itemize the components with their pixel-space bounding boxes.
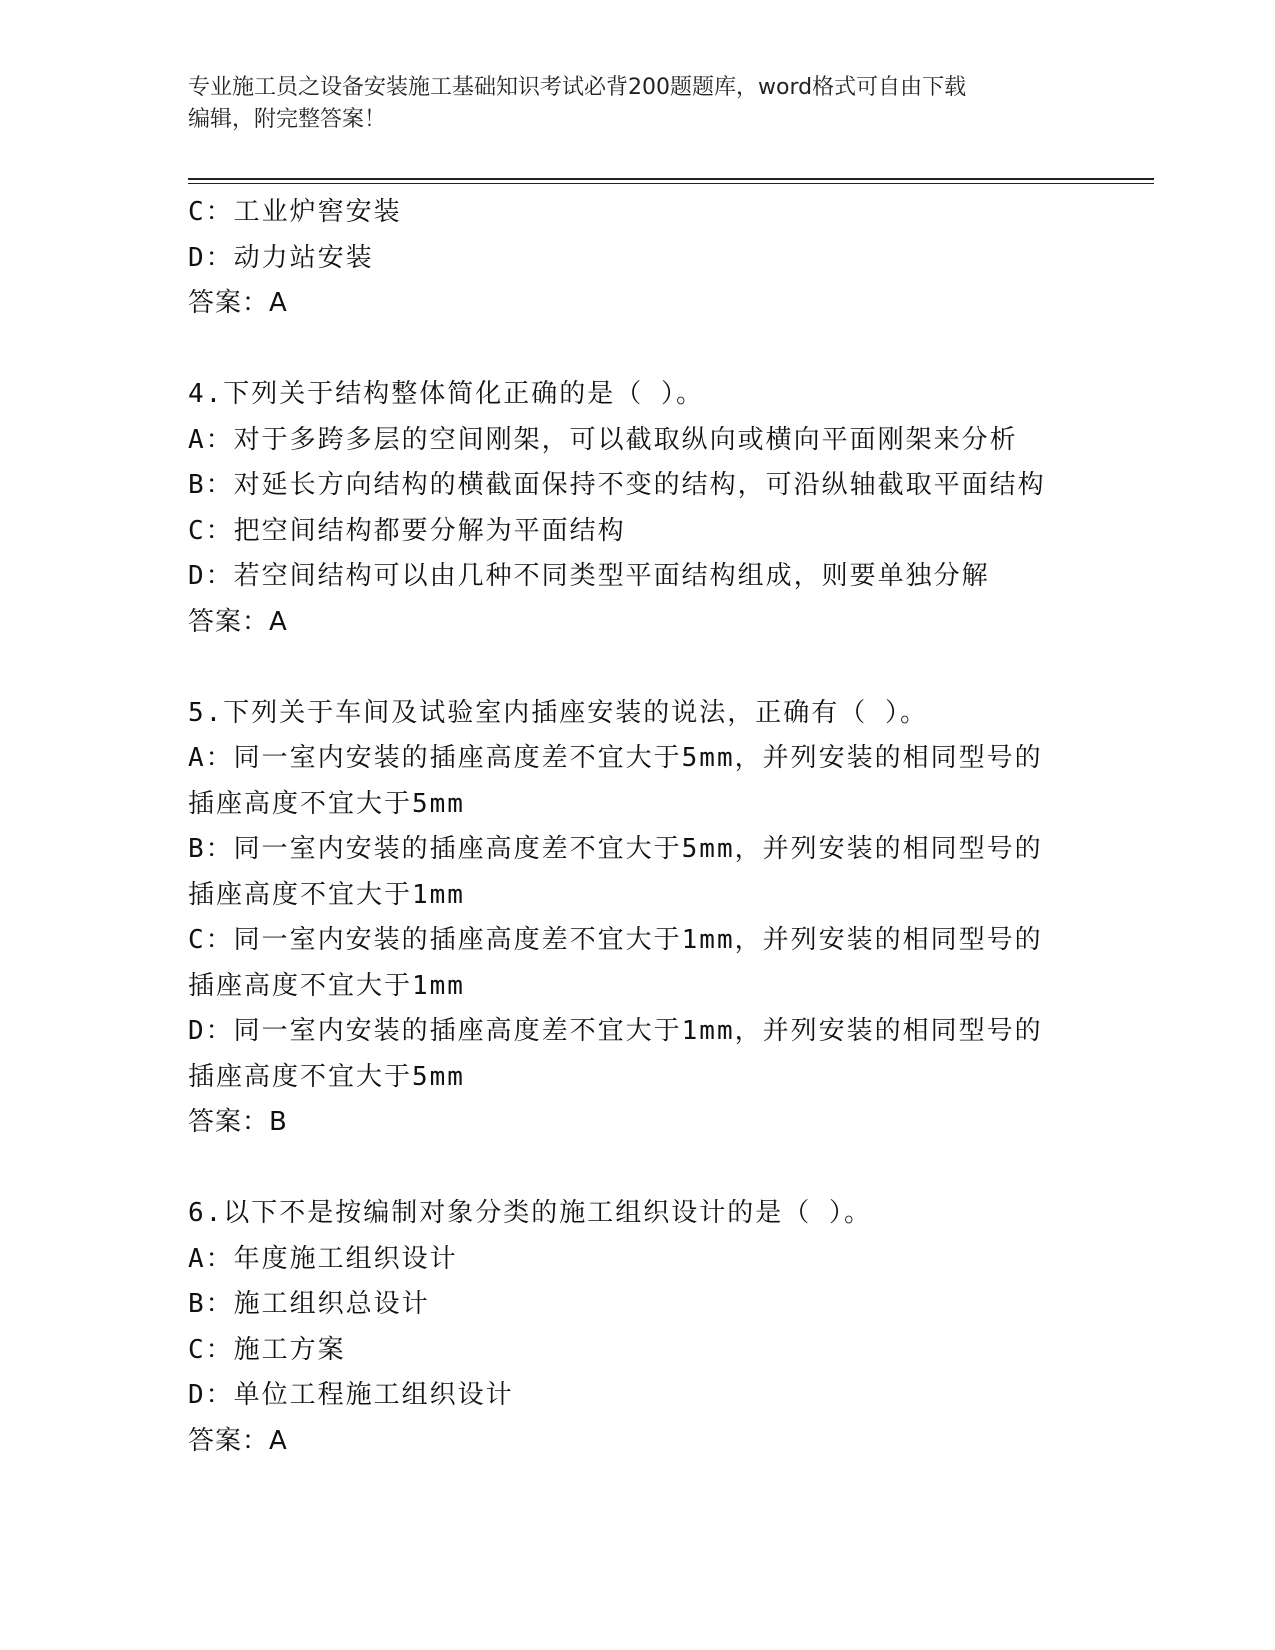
option-d: D：动力站安装 <box>188 242 374 273</box>
question-4 <box>188 372 1154 645</box>
option-d: D：若空间结构可以由几种不同类型平面结构组成，则要单独分解 <box>188 561 990 591</box>
option-b: B：同一室内安装的插座高度差不宜大于5mm，并列安装的相同型号的 <box>188 834 1043 864</box>
option-c: C：施工方案 <box>188 1334 346 1365</box>
option-b: B：对延长方向结构的横截面保持不变的结构，可沿纵轴截取平面结构 <box>188 470 1046 500</box>
question-5 <box>188 691 1154 1146</box>
option-a: A：年度施工组织设计 <box>188 1243 458 1274</box>
option-b-continued: 插座高度不宜大于1mm <box>188 879 465 910</box>
option-c-continued: 插座高度不宜大于1mm <box>188 970 465 1001</box>
option-a-continued: 插座高度不宜大于5mm <box>188 788 465 819</box>
spacer <box>188 645 1154 691</box>
spacer <box>188 327 1154 373</box>
question-3-continuation <box>188 190 1154 327</box>
option-c: C：工业炉窖安装 <box>188 197 402 227</box>
option-d: D：单位工程施工组织设计 <box>188 1380 514 1410</box>
option-c: C：同一室内安装的插座高度差不宜大于1mm，并列安装的相同型号的 <box>188 925 1043 955</box>
option-a: A：对于多跨多层的空间刚架，可以截取纵向或横向平面刚架来分析 <box>188 424 1018 455</box>
option-a: A：同一室内安装的插座高度差不宜大于5mm，并列安装的相同型号的 <box>188 743 1043 773</box>
option-d-continued: 插座高度不宜大于5mm <box>188 1061 465 1092</box>
header-title-line-1: 专业施工员之设备安装施工基础知识考试必背200题题库，word格式可自由下载 <box>188 75 967 100</box>
question-stem: 4.下列关于结构整体简化正确的是（ ）。 <box>188 379 704 409</box>
header-divider-thin <box>188 183 1154 184</box>
header-title-line-2: 编辑，附完整答案！ <box>188 107 387 132</box>
question-stem: 5.下列关于车间及试验室内插座安装的说法，正确有（ ）。 <box>188 697 928 728</box>
option-b: B：施工组织总设计 <box>188 1289 430 1319</box>
header-divider-thick <box>188 178 1154 180</box>
question-stem: 6.以下不是按编制对象分类的施工组织设计的是（ ）。 <box>188 1198 872 1228</box>
question-6 <box>188 1191 1154 1464</box>
answer-line: 答案：A <box>188 288 288 318</box>
answer-line: 答案：B <box>188 1107 288 1137</box>
spacer <box>188 1146 1154 1192</box>
option-c: C：把空间结构都要分解为平面结构 <box>188 515 626 546</box>
option-d: D：同一室内安装的插座高度差不宜大于1mm，并列安装的相同型号的 <box>188 1016 1043 1046</box>
answer-line: 答案：A <box>188 1425 288 1456</box>
answer-line: 答案：A <box>188 606 288 637</box>
question-list <box>188 190 1154 1464</box>
document-header <box>188 72 1088 136</box>
